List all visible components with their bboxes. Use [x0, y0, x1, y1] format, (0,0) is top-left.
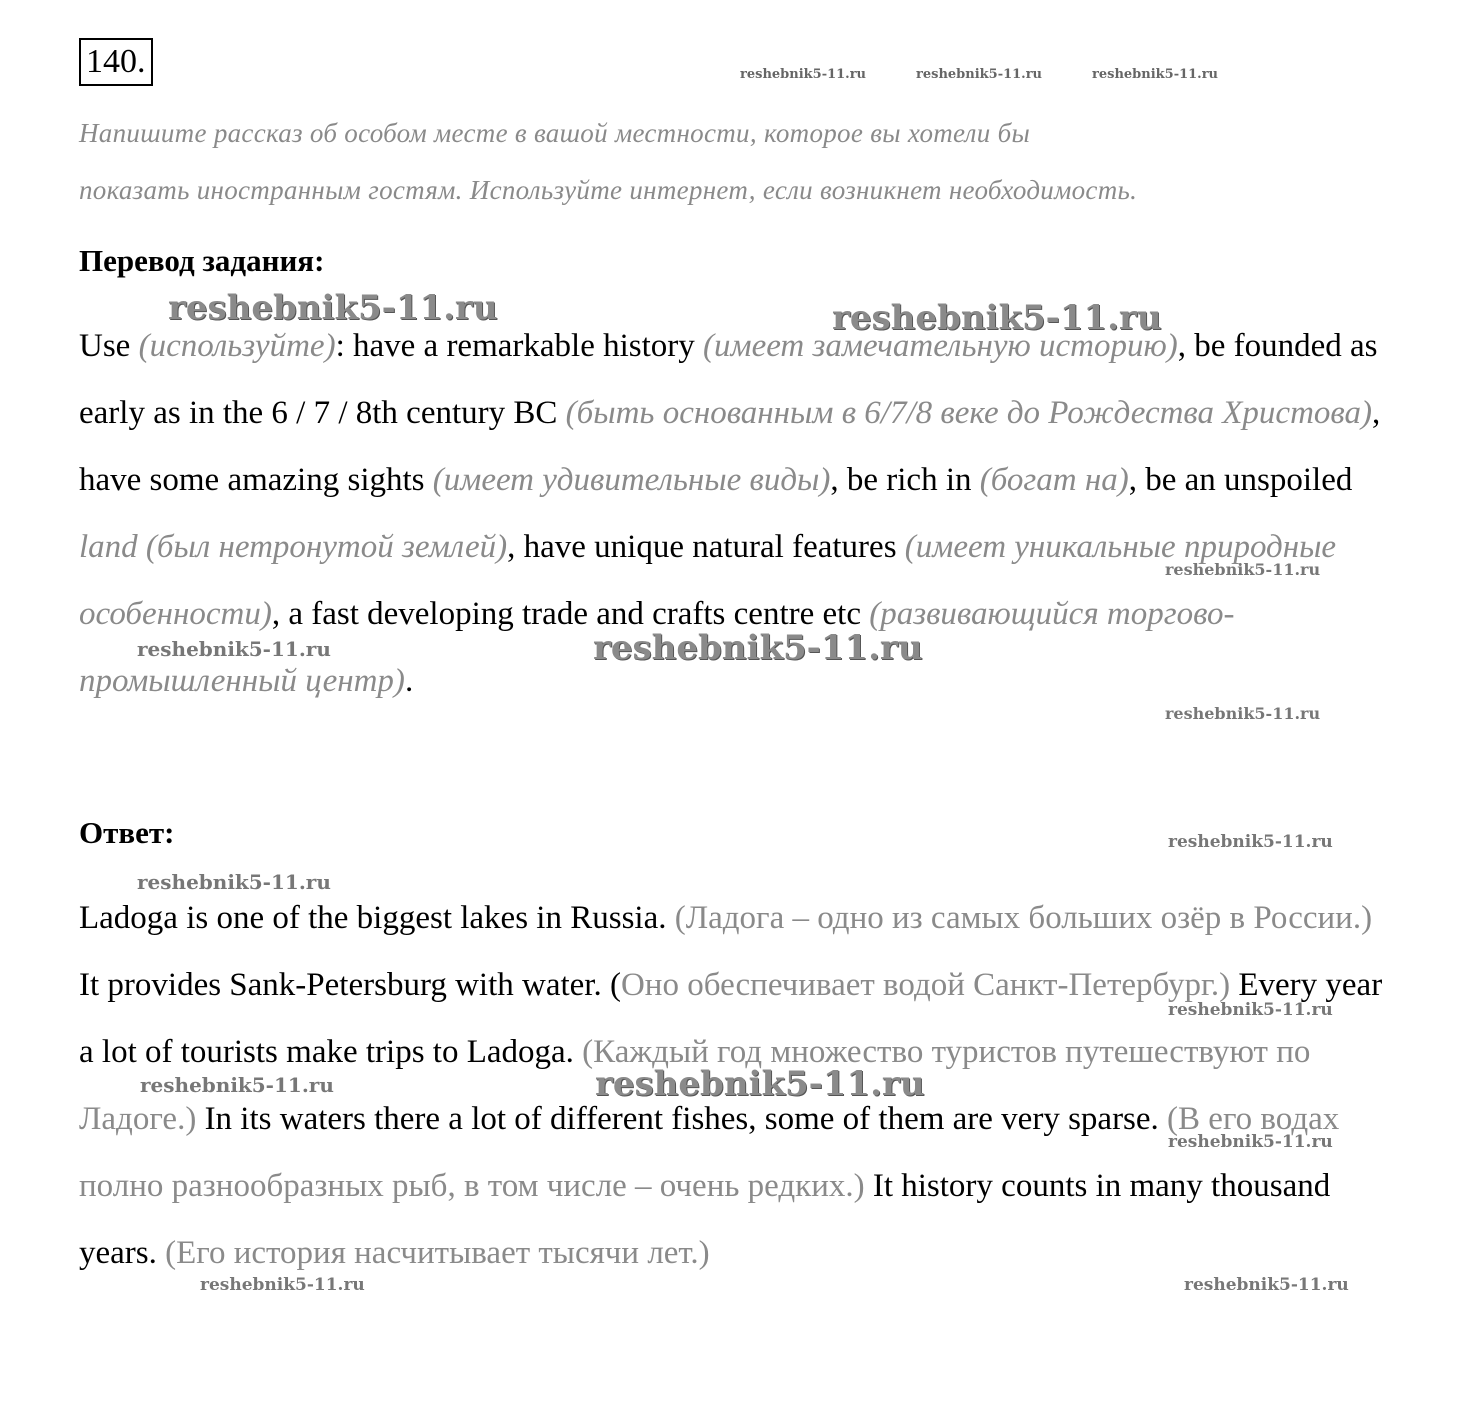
ru-text: (Его история насчитывает тысячи лет.) [165, 1235, 710, 1271]
watermark: reshebnik5-11.ru [740, 67, 867, 82]
ru-text: (имеет уникальные природные особенности) [79, 529, 1337, 632]
ru-text: (быть основанным в 6/7/8 веке до Рождества Христова) [565, 395, 1372, 431]
task-line: показать иностранным гостям. Используйте интернет, если возникнет необходимость. [79, 175, 1138, 205]
answer-heading: Ответ: [79, 815, 175, 850]
en-text: , have unique natural features [507, 529, 905, 565]
ru-text: (имеет удивительные виды) [432, 462, 831, 498]
en-text: It provides Sank-Petersburg with water. ( [79, 967, 621, 1003]
task-text [79, 105, 1399, 219]
exercise-number: 140. [79, 38, 153, 86]
ru-text: (Каждый год множество туристов путешествуют по Ладоге.) [79, 1034, 1311, 1137]
watermark: reshebnik5-11.ru [832, 298, 1162, 338]
watermark: reshebnik5-11.ru [137, 637, 331, 661]
en-text: , be rich in [830, 462, 980, 498]
watermark: reshebnik5-11.ru [593, 628, 923, 668]
ru-text: (Ладога – одно из самых больших озёр в России.) [674, 900, 1373, 936]
en-text: It history counts in many thousand years. [79, 1168, 1331, 1271]
watermark: reshebnik5-11.ru [916, 67, 1043, 82]
watermark: reshebnik5-11.ru [168, 288, 498, 328]
en-text: . [404, 663, 414, 699]
watermark: reshebnik5-11.ru [137, 870, 331, 894]
ru-text: Оно обеспечивает водой Санкт-Петербург.) [620, 967, 1231, 1003]
ru-text: (используйте) [138, 328, 336, 364]
en-text: : have a remarkable history [335, 328, 704, 364]
en-text: In its waters there a lot of different fishes, some of them are very sparse. [196, 1101, 1168, 1137]
watermark: reshebnik5-11.ru [1168, 1132, 1333, 1152]
watermark: reshebnik5-11.ru [140, 1073, 334, 1097]
watermark: reshebnik5-11.ru [200, 1275, 365, 1295]
en-text: , a fast developing trade and crafts centre etc [271, 596, 870, 632]
watermark: reshebnik5-11.ru [1092, 67, 1219, 82]
ru-text: (имеет замечательную историю) [703, 328, 1178, 364]
watermark: reshebnik5-11.ru [1165, 560, 1321, 579]
task-line: Напишите рассказ об особом месте в вашой местности, которое вы хотели бы [79, 118, 1031, 148]
watermark: reshebnik5-11.ru [595, 1064, 925, 1104]
watermark: reshebnik5-11.ru [1168, 832, 1333, 852]
ru-text: (развивающийся торгово-промышленный центр) [79, 596, 1235, 699]
ru-text: (богат на) [979, 462, 1129, 498]
ru-text: land (был нетронутой землей) [79, 529, 508, 565]
watermark: reshebnik5-11.ru [1165, 704, 1321, 723]
en-text: Use [79, 328, 139, 364]
en-text: Ladoga is one of the biggest lakes in Russia. [79, 900, 675, 936]
ru-text: (В его водах полно разнообразных рыб, в том числе – очень редких.) [79, 1101, 1340, 1204]
watermark: reshebnik5-11.ru [1184, 1275, 1349, 1295]
en-text: Every year a lot of tourists make trips to Ladoga. [79, 967, 1383, 1070]
en-text: , have some amazing sights [79, 395, 1381, 498]
en-text: , be an unspoiled [1128, 462, 1353, 498]
watermark: reshebnik5-11.ru [1168, 1000, 1333, 1020]
translation-heading: Перевод задания: [79, 243, 325, 278]
en-text: , be founded as early as in the 6 / 7 / 8th century BC [79, 328, 1378, 431]
